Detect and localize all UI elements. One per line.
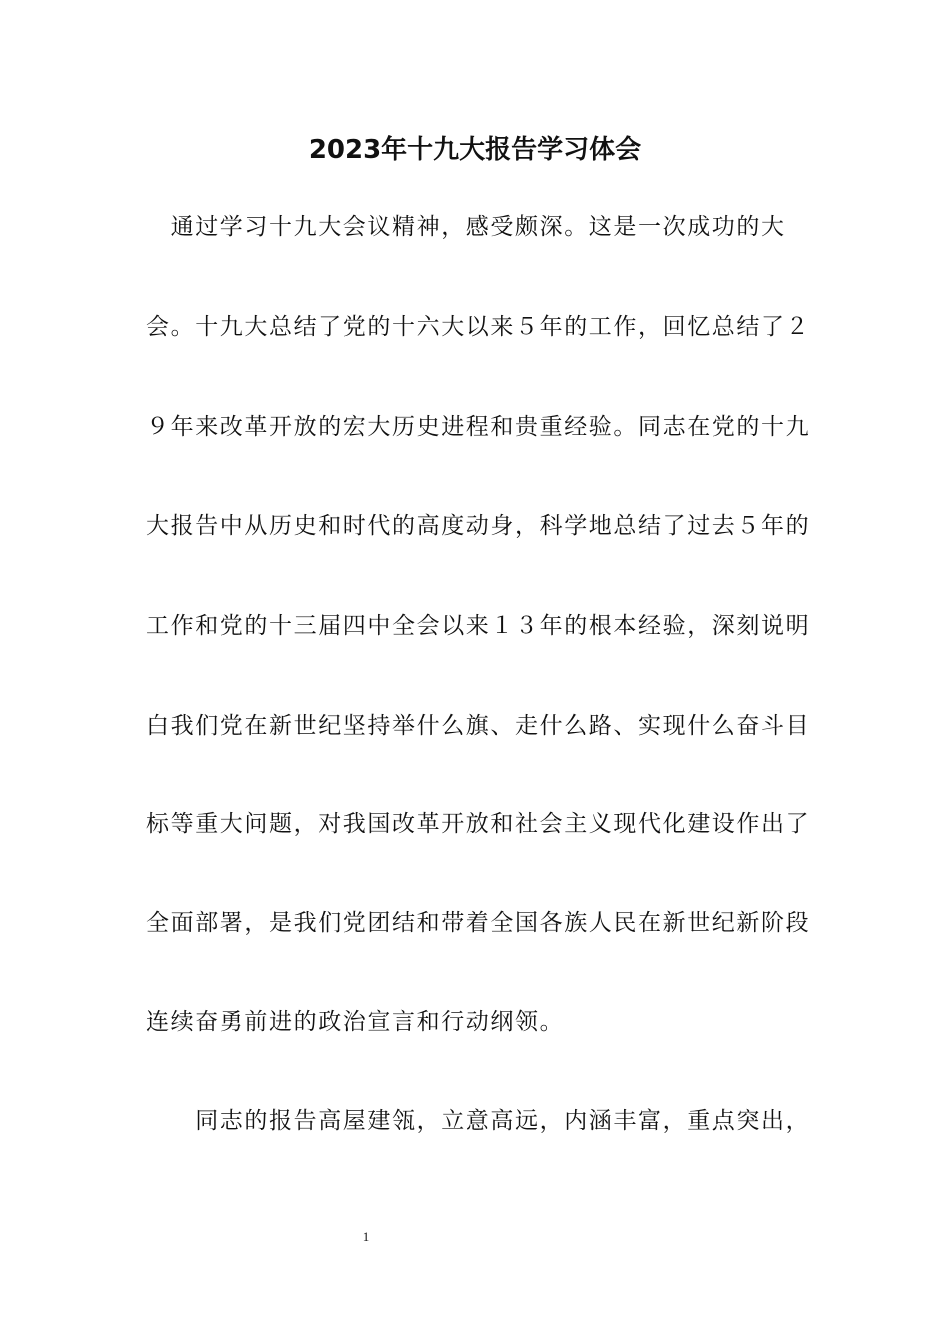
paragraph-line-7: 标等重大问题，对我国改革开放和社会主义现代化建设作出了	[146, 811, 811, 837]
paragraph-line-4: 大报告中从历史和时代的高度动身，科学地总结了过去５年的	[146, 513, 811, 539]
paragraph-line-1: 通过学习十九大会议精神，感受颇深。这是一次成功的大	[146, 214, 786, 240]
paragraph-line-8: 全面部署，是我们党团结和带着全国各族人民在新世纪新阶段	[146, 910, 811, 936]
paragraph-line-10: 同志的报告高屋建瓴，立意高远，内涵丰富，重点突出，	[146, 1108, 811, 1134]
paragraph-line-6: 白我们党在新世纪坚持举什么旗、走什么路、实现什么奋斗目	[146, 713, 811, 739]
paragraph-line-2: 会。十九大总结了党的十六大以来５年的工作，回忆总结了２	[146, 314, 811, 340]
paragraph-line-5: 工作和党的十三届四中全会以来１３年的根本经验，深刻说明	[146, 613, 811, 639]
paragraph-line-9: 连续奋勇前进的政治宣言和行动纲领。	[146, 1009, 565, 1035]
page-number: 1	[362, 1229, 370, 1244]
paragraph-line-3: ９年来改革开放的宏大历史进程和贵重经验。同志在党的十九	[146, 414, 811, 440]
document-title: 2023年十九大报告学习体会	[308, 135, 642, 165]
